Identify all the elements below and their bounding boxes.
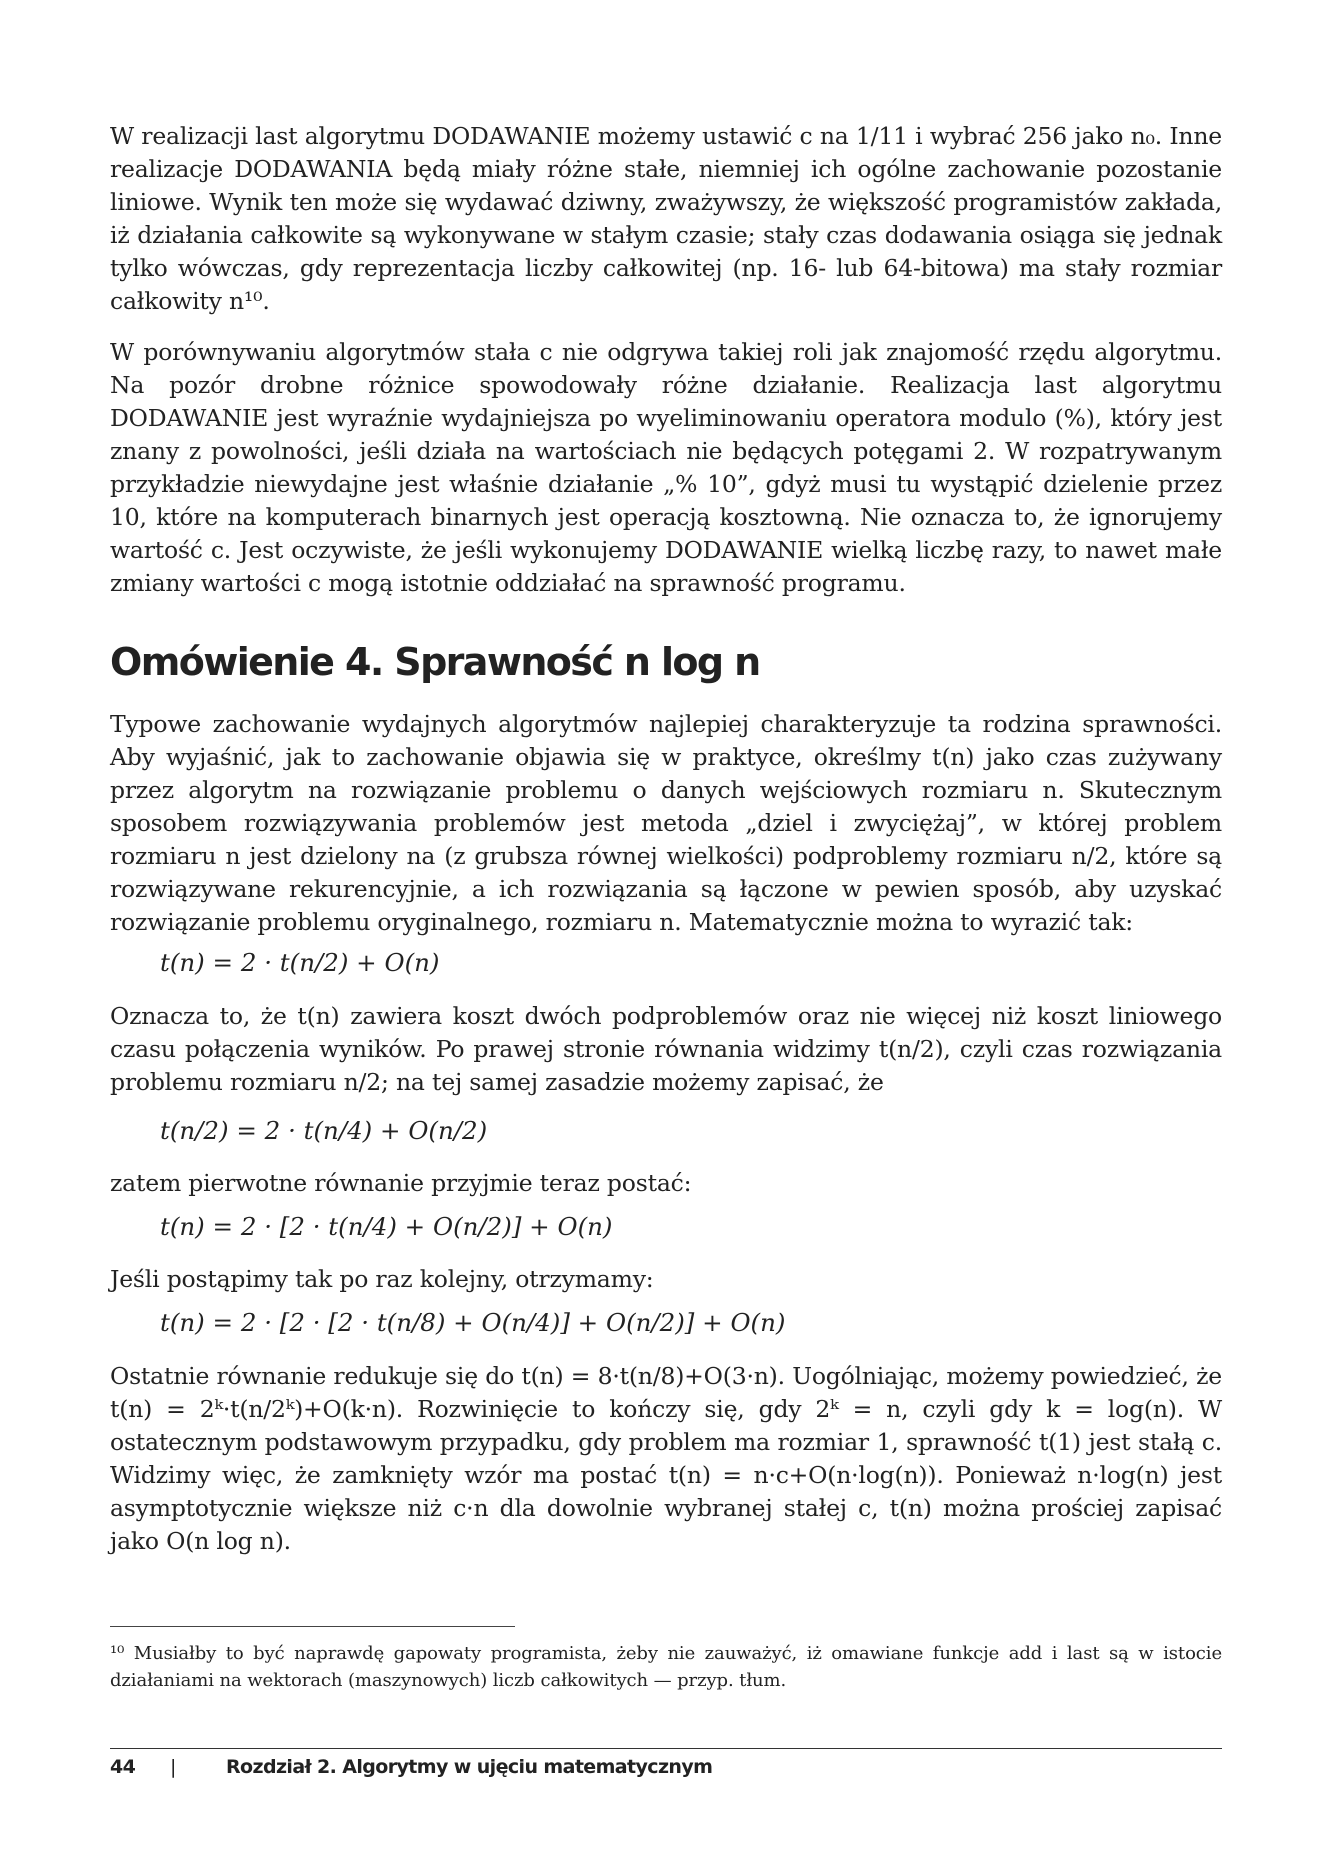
equation-1: t(n) = 2 · t(n/2) + O(n) xyxy=(160,948,440,977)
page-footer xyxy=(110,1756,712,1778)
footer-separator: | xyxy=(170,1756,176,1778)
paragraph-3: Typowe zachowanie wydajnych algorytmów najlepiej charakteryzuje ta rodzina sprawności. Aby wyjaśnić, jak to zachowanie objawia się w praktyce, określmy t(n) jako czas zużywany przez algorytm na rozwiązanie problemu o danych wejściowych rozmiaru n. Skutecznym sposobem rozwiązywania problemów jest metoda „dziel i zwyciężaj”, w której problem rozmiaru n jest dzielony na (z grubsza równej wielkości) podproblemy rozmiaru n/2, które są rozwiązywane rekurencyjnie, a ich rozwiązania są łączone w pewien sposób, aby uzyskać rozwiązanie problemu oryginalnego, rozmiaru n. Matematycznie można to wyrazić tak: xyxy=(110,710,1222,936)
page-number: 44 xyxy=(110,1756,136,1778)
paragraph-7: Ostatnie równanie redukuje się do t(n) = 8·t(n/8)+O(3·n). Uogólniając, możemy powiedzieć, że t(n) = 2ᵏ·t(n/2ᵏ)+O(k·n). Rozwinięcie to kończy się, gdy 2ᵏ = n, czyli gdy k = log(n). W ostatecznym podstawowym przypadku, gdy problem ma rozmiar 1, sprawność t(1) jest stałą c. Widzimy więc, że zamknięty wzór ma postać t(n) = n·c+O(n·log(n)). Ponieważ n·log(n) jest asymptotycznie większe niż c·n dla dowolnie wybranej stałej c, t(n) można prościej zapisać jako O(n log n). xyxy=(110,1362,1222,1555)
footnote-rule xyxy=(110,1626,515,1627)
equation-3: t(n) = 2 · [2 · t(n/4) + O(n/2)] + O(n) xyxy=(160,1212,613,1241)
section-heading: Omówienie 4. Sprawność n log n xyxy=(110,640,760,684)
footer-rule xyxy=(110,1748,1222,1749)
paragraph-1: W realizacji last algorytmu DODAWANIE możemy ustawić c na 1/11 i wybrać 256 jako n₀. Inne realizacje DODAWANIA będą miały różne stałe, niemniej ich ogólne zachowanie pozostanie liniowe. Wynik ten może się wydawać dziwny, zważywszy, że większość programistów zakłada, iż działania całkowite są wykonywane w stałym czasie; stały czas dodawania osiąga się jednak tylko wówczas, gdy reprezentacja liczby całkowitej (np. 16- lub 64-bitowa) ma stały rozmiar całkowity n¹⁰. xyxy=(110,122,1222,315)
chapter-title: Rozdział 2. Algorytmy w ujęciu matematycznym xyxy=(226,1756,713,1778)
paragraph-5: zatem pierwotne równanie przyjmie teraz postać: xyxy=(110,1169,692,1197)
equation-4: t(n) = 2 · [2 · [2 · t(n/8) + O(n/4)] + O(n/2)] + O(n) xyxy=(160,1308,786,1337)
paragraph-6: Jeśli postąpimy tak po raz kolejny, otrzymamy: xyxy=(110,1265,654,1293)
equation-2: t(n/2) = 2 · t(n/4) + O(n/2) xyxy=(160,1116,488,1145)
paragraph-2: W porównywaniu algorytmów stała c nie odgrywa takiej roli jak znajomość rzędu algorytmu. Na pozór drobne różnice spowodowały różne działanie. Realizacja last algorytmu DODAWANIE jest wyraźnie wydajniejsza po wyeliminowaniu operatora modulo (%), który jest znany z powolności, jeśli działa na wartościach nie będących potęgami 2. W rozpatrywanym przykładzie niewydajne jest właśnie działanie „% 10”, gdyż musi tu wystąpić dzielenie przez 10, które na komputerach binarnych jest operacją kosztowną. Nie oznacza to, że ignorujemy wartość c. Jest oczywiste, że jeśli wykonujemy DODAWANIE wielką liczbę razy, to nawet małe zmiany wartości c mogą istotnie oddziałać na sprawność programu. xyxy=(110,338,1222,597)
paragraph-4: Oznacza to, że t(n) zawiera koszt dwóch podproblemów oraz nie więcej niż koszt liniowego czasu połączenia wyników. Po prawej stronie równania widzimy t(n/2), czyli czas rozwiązania problemu rozmiaru n/2; na tej samej zasadzie możemy zapisać, że xyxy=(110,1002,1222,1096)
footnote: ¹⁰ Musiałby to być naprawdę gapowaty programista, żeby nie zauważyć, iż omawiane funkcje add i last są w istocie działaniami na wektorach (maszynowych) liczb całkowitych — przyp. tłum. xyxy=(110,1643,1222,1691)
